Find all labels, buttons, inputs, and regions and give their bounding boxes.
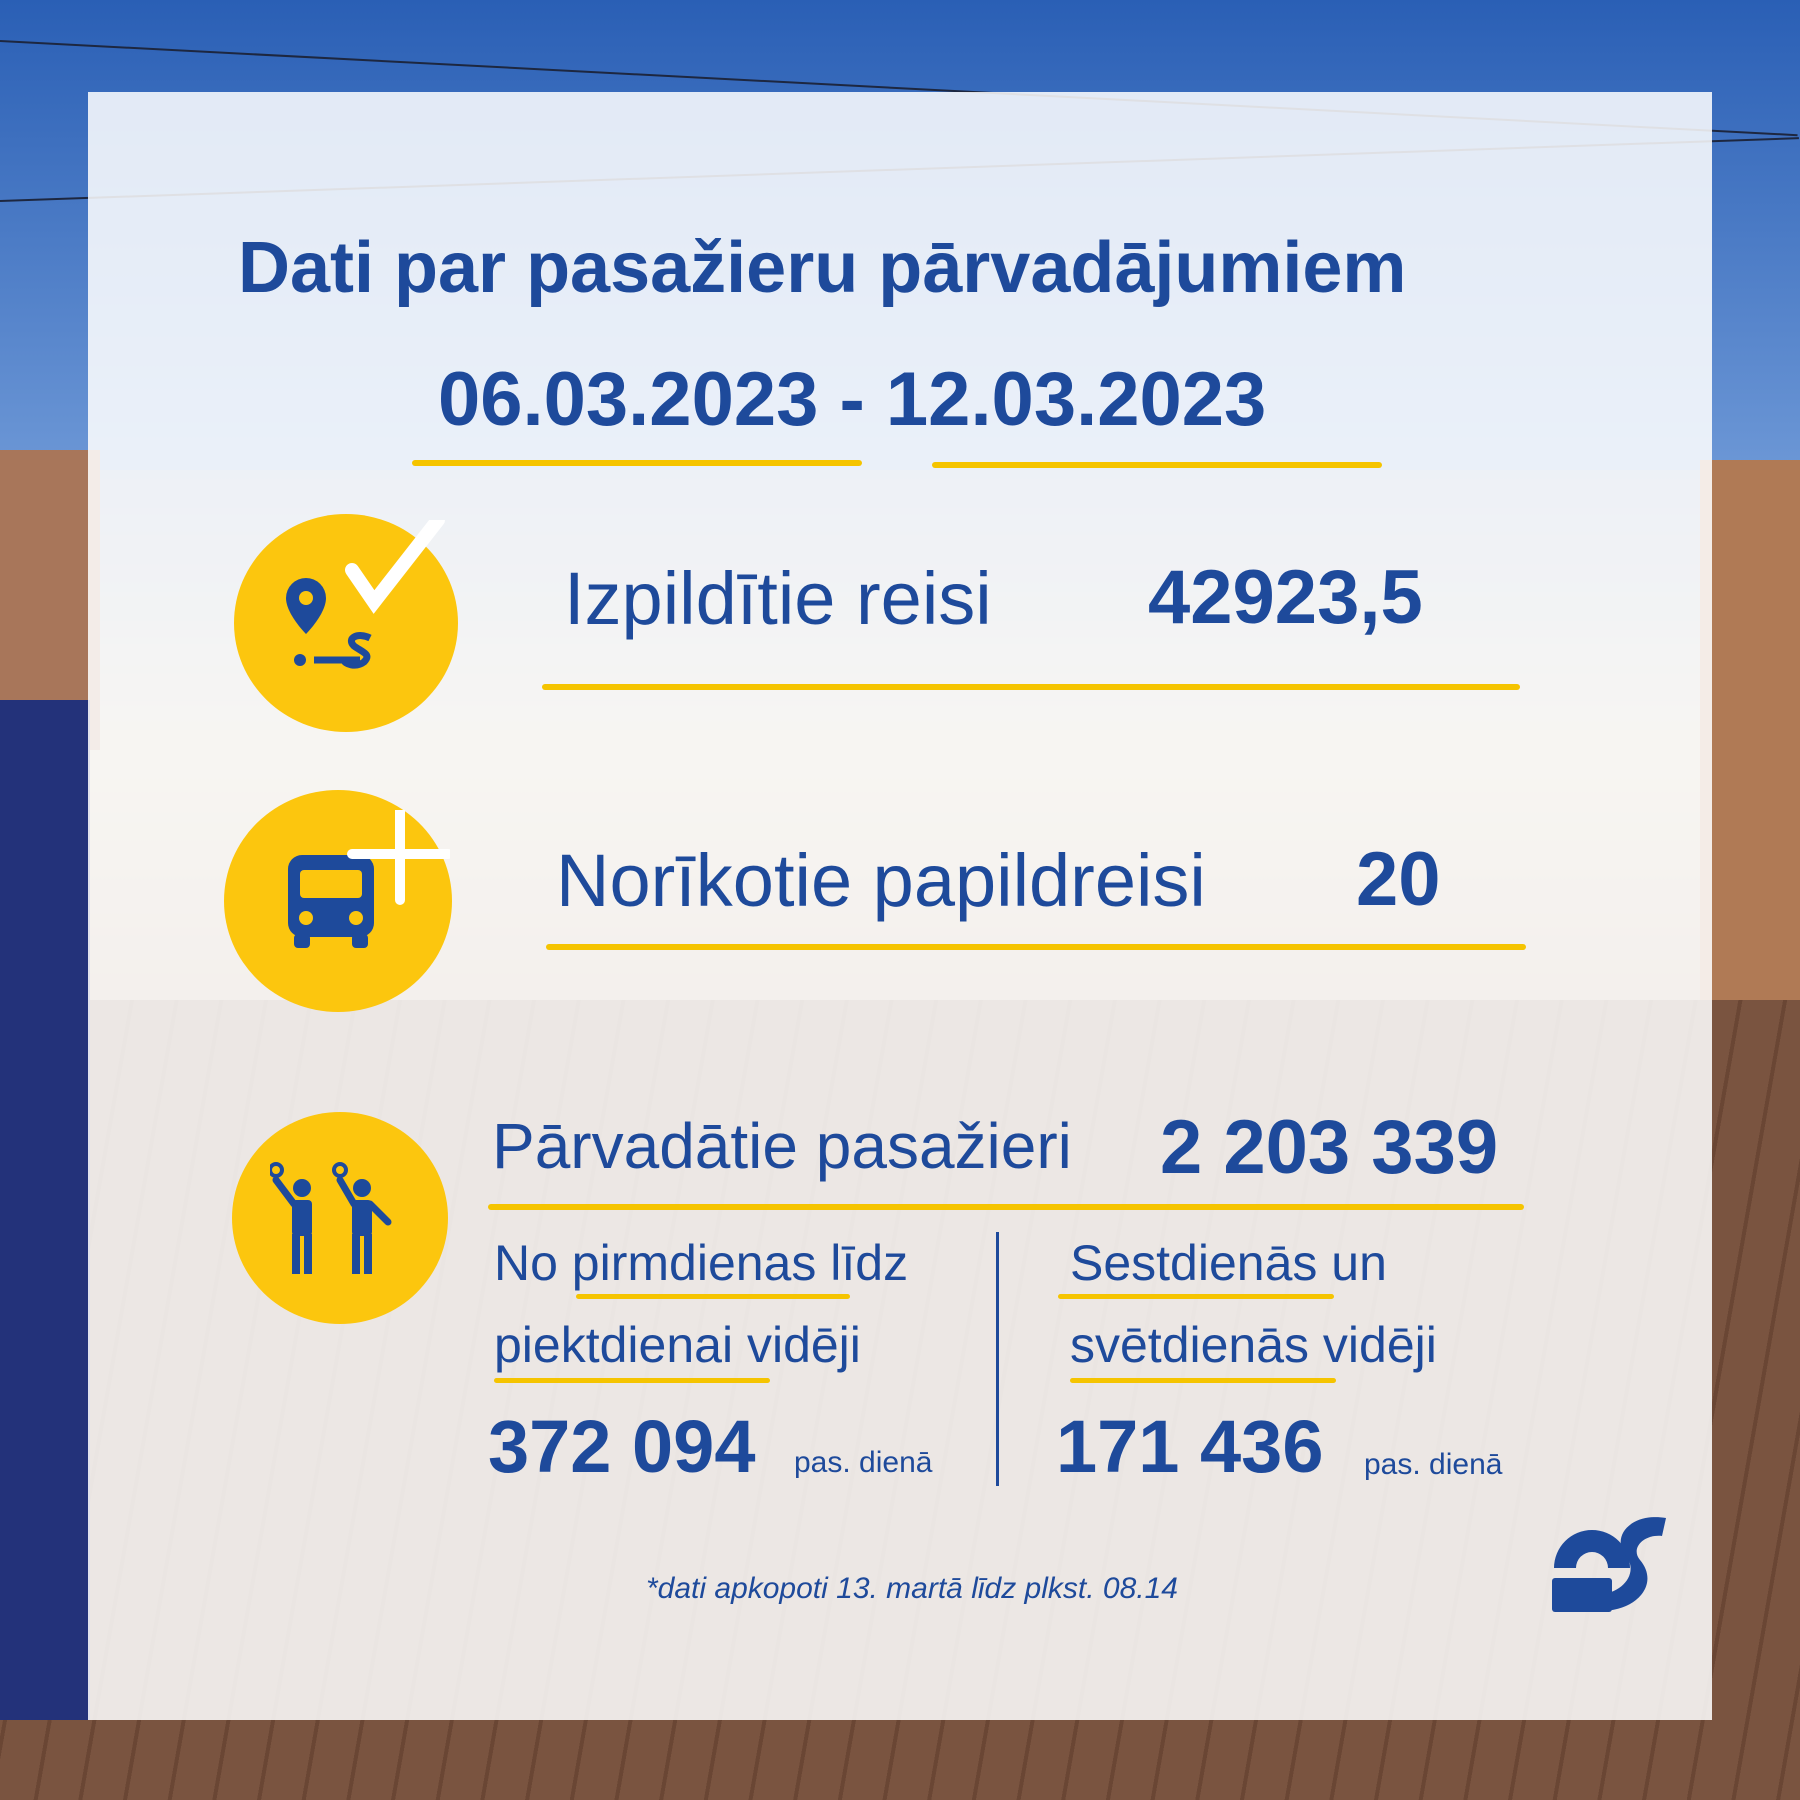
date-underline-left xyxy=(412,460,862,466)
stat-underline xyxy=(546,944,1526,950)
weekday-underline-1 xyxy=(576,1294,850,1299)
stat-value-extra-trips: 20 xyxy=(1356,837,1441,922)
weekend-label-line2: svētdienās vidēji xyxy=(1070,1317,1437,1373)
passengers-icon xyxy=(270,1158,410,1274)
stat-underline xyxy=(488,1204,1524,1210)
stat-label-trips: Izpildītie reisi xyxy=(564,557,992,640)
stat-underline xyxy=(542,684,1520,690)
building-right xyxy=(1700,460,1800,1000)
page-title: Dati par pasažieru pārvadājumiem xyxy=(238,228,1407,308)
weekend-unit: pas. dienā xyxy=(1364,1448,1503,1481)
date-underline-right xyxy=(932,462,1382,468)
stat-value-trips: 42923,5 xyxy=(1148,555,1423,640)
weekday-underline-2 xyxy=(494,1378,770,1383)
column-divider xyxy=(996,1232,999,1486)
weekday-label-line1: No pirmdienas līdz xyxy=(494,1235,909,1291)
tram-left xyxy=(0,700,90,1720)
rigas-satiksme-logo xyxy=(1548,1514,1670,1614)
weekend-underline-1 xyxy=(1058,1294,1334,1299)
weekday-value: 372 094 xyxy=(488,1405,756,1488)
weekend-value: 171 436 xyxy=(1056,1405,1324,1488)
stat-label-passengers: Pārvadātie pasažieri xyxy=(492,1110,1072,1182)
stat-label-extra-trips: Norīkotie papildreisi xyxy=(556,839,1206,922)
route-check-icon xyxy=(270,520,450,680)
weekend-label-line1: Sestdienās un xyxy=(1070,1235,1387,1291)
weekday-label-line2: piektdienai vidēji xyxy=(494,1317,861,1373)
bus-plus-icon xyxy=(280,810,450,960)
weekday-unit: pas. dienā xyxy=(794,1446,933,1479)
weekend-underline-2 xyxy=(1070,1378,1336,1383)
date-range: 06.03.2023 - 12.03.2023 xyxy=(438,357,1267,442)
footnote: *dati apkopoti 13. martā līdz plkst. 08.14 xyxy=(646,1572,1178,1605)
stat-value-passengers: 2 203 339 xyxy=(1160,1105,1499,1190)
